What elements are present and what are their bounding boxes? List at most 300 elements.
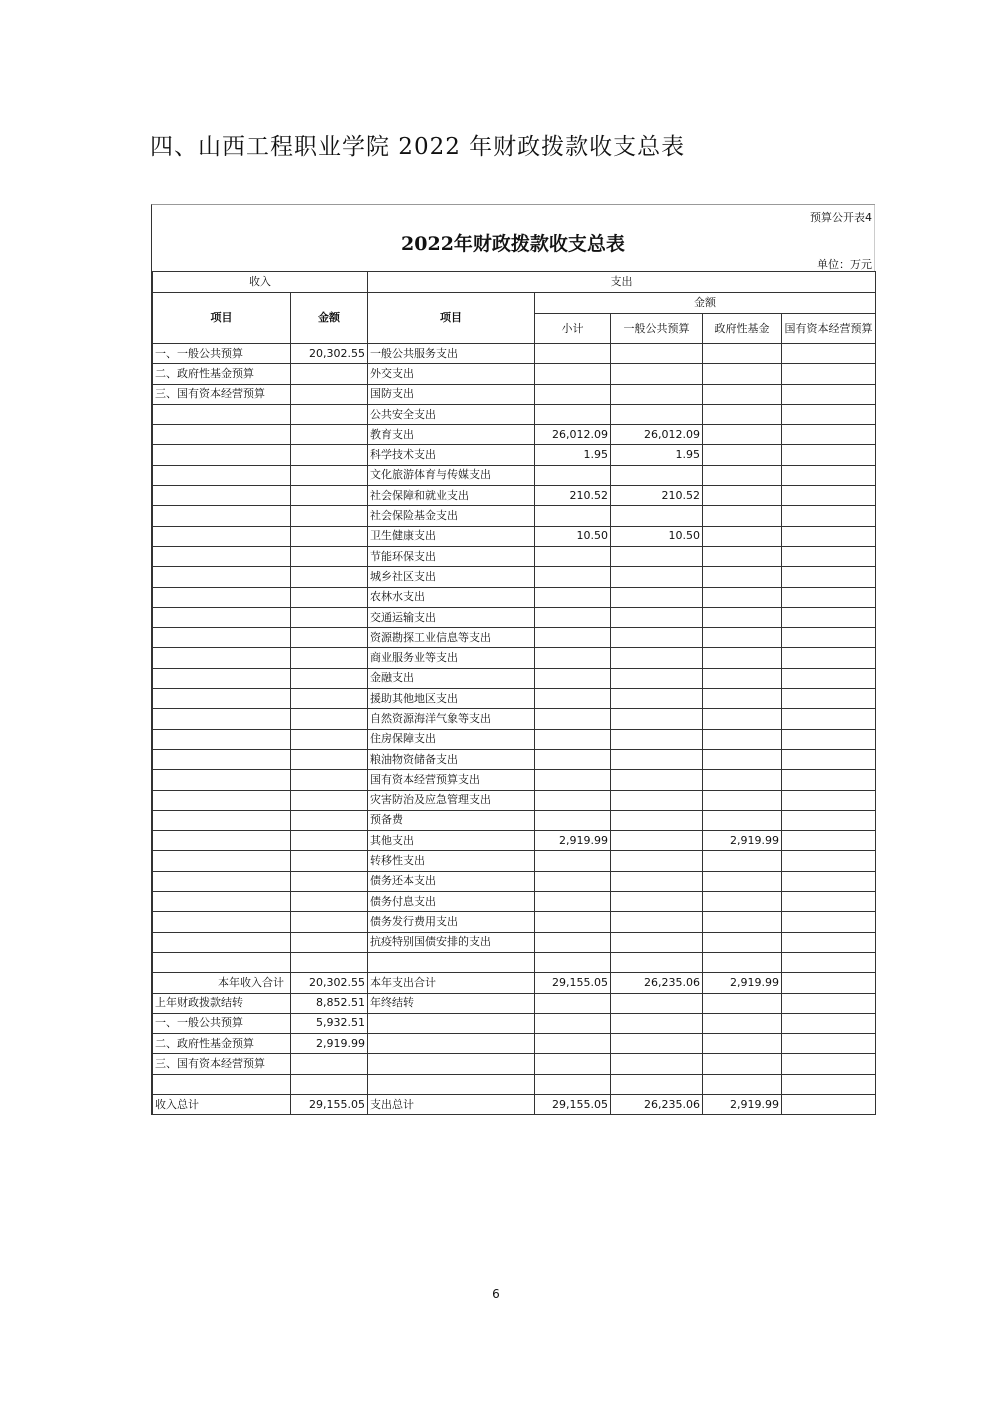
income-item-cell — [153, 506, 291, 526]
expense-item-cell: 年终结转 — [368, 993, 535, 1013]
state-capital-cell — [782, 1034, 876, 1054]
state-capital-cell — [782, 1013, 876, 1033]
expense-item-cell: 债务还本支出 — [368, 871, 535, 891]
income-amount-cell — [291, 709, 368, 729]
general-budget-cell — [611, 344, 703, 364]
general-budget-cell — [611, 729, 703, 749]
table-row — [153, 1034, 876, 1054]
expense-item-cell: 国有资本经营预算支出 — [368, 770, 535, 790]
income-item-cell — [153, 648, 291, 668]
income-item-cell — [153, 1074, 291, 1094]
gov-fund-cell — [703, 486, 782, 506]
income-item-cell — [153, 932, 291, 952]
expense-item-cell: 预备费 — [368, 810, 535, 830]
state-capital-cell — [782, 749, 876, 769]
general-budget-cell: 1.95 — [611, 445, 703, 465]
gov-fund-cell — [703, 689, 782, 709]
income-item-cell — [153, 790, 291, 810]
state-capital-cell — [782, 364, 876, 384]
general-budget-cell — [611, 567, 703, 587]
subtotal-cell — [535, 770, 611, 790]
expense-item-cell — [368, 1034, 535, 1054]
expense-item-cell: 城乡社区支出 — [368, 567, 535, 587]
income-item-cell — [153, 689, 291, 709]
gov-fund-cell — [703, 465, 782, 485]
gov-fund-cell — [703, 425, 782, 445]
gov-fund-cell — [703, 729, 782, 749]
general-budget-cell — [611, 404, 703, 424]
income-amount-cell — [291, 668, 368, 688]
gov-fund-cell — [703, 628, 782, 648]
gov-fund-cell — [703, 871, 782, 891]
income-amount-cell — [291, 952, 368, 972]
table-row — [153, 506, 876, 526]
income-amount-cell: 2,919.99 — [291, 1034, 368, 1054]
income-amount-cell: 20,302.55 — [291, 344, 368, 364]
income-item-cell — [153, 709, 291, 729]
gov-fund-cell — [703, 770, 782, 790]
table-row — [153, 1074, 876, 1094]
income-amount-cell — [291, 628, 368, 648]
state-capital-cell — [782, 445, 876, 465]
income-item-cell — [153, 546, 291, 566]
subtotal-cell — [535, 404, 611, 424]
income-item-cell — [153, 668, 291, 688]
table-row — [153, 364, 876, 384]
income-amount-cell — [291, 567, 368, 587]
expense-item-cell — [368, 1013, 535, 1033]
table-row — [153, 1054, 876, 1074]
income-amount-cell — [291, 648, 368, 668]
income-item-cell: 本年收入合计 — [153, 973, 291, 993]
expense-item-cell: 灾害防治及应急管理支出 — [368, 790, 535, 810]
table-row — [153, 546, 876, 566]
income-amount-cell — [291, 790, 368, 810]
income-item-cell: 三、国有资本经营预算 — [153, 384, 291, 404]
table-row — [153, 790, 876, 810]
gov-fund-cell — [703, 364, 782, 384]
subtotal-cell — [535, 892, 611, 912]
subtotal-cell — [535, 1074, 611, 1094]
general-budget-cell — [611, 1013, 703, 1033]
general-budget-cell — [611, 628, 703, 648]
income-amount-cell — [291, 587, 368, 607]
state-capital-cell — [782, 831, 876, 851]
table-row — [153, 709, 876, 729]
general-budget-cell — [611, 932, 703, 952]
table-title: 2022年财政拨款收支总表 — [401, 233, 625, 255]
subtotal-cell — [535, 648, 611, 668]
gov-fund-cell — [703, 668, 782, 688]
income-item-cell: 二、政府性基金预算 — [153, 364, 291, 384]
subtotal-cell — [535, 912, 611, 932]
table-row — [153, 344, 876, 364]
gov-fund-cell — [703, 1013, 782, 1033]
expense-item-cell: 交通运输支出 — [368, 607, 535, 627]
income-item-cell — [153, 831, 291, 851]
table-body — [153, 344, 876, 1115]
income-amount-cell — [291, 1054, 368, 1074]
income-item-cell — [153, 465, 291, 485]
state-capital-cell — [782, 912, 876, 932]
subtotal-cell — [535, 932, 611, 952]
table-row — [153, 465, 876, 485]
general-budget-cell — [611, 607, 703, 627]
subtotal-cell — [535, 628, 611, 648]
income-amount-cell — [291, 607, 368, 627]
subtotal-cell — [535, 587, 611, 607]
expense-item-cell: 债务付息支出 — [368, 892, 535, 912]
general-budget-cell — [611, 364, 703, 384]
subtotal-cell: 210.52 — [535, 486, 611, 506]
table-row — [153, 668, 876, 688]
gov-fund-cell — [703, 892, 782, 912]
state-capital-cell — [782, 952, 876, 972]
general-budget-cell — [611, 384, 703, 404]
table-row — [153, 689, 876, 709]
income-amount-cell — [291, 384, 368, 404]
gov-fund-cell — [703, 344, 782, 364]
income-section-header: 收入 — [153, 272, 368, 293]
table-row — [153, 871, 876, 891]
income-item-cell — [153, 425, 291, 445]
income-amount-cell — [291, 831, 368, 851]
expense-item-cell: 科学技术支出 — [368, 445, 535, 465]
gov-fund-cell: 2,919.99 — [703, 973, 782, 993]
gov-fund-cell — [703, 993, 782, 1013]
state-capital-cell — [782, 587, 876, 607]
table-code: 预算公开表4 — [810, 211, 872, 224]
income-amount-cell — [291, 689, 368, 709]
general-budget-cell — [611, 1034, 703, 1054]
expense-item-cell — [368, 952, 535, 972]
state-capital-cell — [782, 384, 876, 404]
state-capital-cell — [782, 404, 876, 424]
income-item-cell — [153, 810, 291, 830]
gov-fund-cell — [703, 1034, 782, 1054]
page-heading: 四、山西工程职业学院 2022 年财政拨款收支总表 — [150, 134, 686, 160]
gov-fund-cell — [703, 567, 782, 587]
expense-item-cell: 其他支出 — [368, 831, 535, 851]
state-capital-cell — [782, 344, 876, 364]
subtotal-cell — [535, 709, 611, 729]
income-amount-header: 金额 — [291, 293, 368, 344]
table-row — [153, 486, 876, 506]
state-capital-cell — [782, 486, 876, 506]
income-item-cell — [153, 912, 291, 932]
income-amount-cell — [291, 932, 368, 952]
state-capital-cell — [782, 729, 876, 749]
income-item-cell — [153, 871, 291, 891]
subtotal-cell — [535, 465, 611, 485]
state-capital-cell — [782, 1094, 876, 1114]
expense-item-cell: 资源勘探工业信息等支出 — [368, 628, 535, 648]
state-capital-cell — [782, 648, 876, 668]
table-row — [153, 912, 876, 932]
income-amount-cell — [291, 729, 368, 749]
income-amount-cell: 5,932.51 — [291, 1013, 368, 1033]
income-amount-cell — [291, 425, 368, 445]
general-budget-cell — [611, 871, 703, 891]
expense-item-cell: 卫生健康支出 — [368, 526, 535, 546]
table-row — [153, 425, 876, 445]
general-budget-cell — [611, 831, 703, 851]
state-capital-cell — [782, 607, 876, 627]
expense-item-cell: 抗疫特别国债安排的支出 — [368, 932, 535, 952]
income-item-cell: 收入总计 — [153, 1094, 291, 1114]
expense-item-cell — [368, 1054, 535, 1074]
general-budget-cell — [611, 770, 703, 790]
income-item-header: 项目 — [153, 293, 291, 344]
state-capital-cell — [782, 526, 876, 546]
subtotal-cell — [535, 851, 611, 871]
state-capital-cell — [782, 425, 876, 445]
general-budget-cell — [611, 851, 703, 871]
subtotal-cell — [535, 567, 611, 587]
income-item-cell — [153, 628, 291, 648]
general-budget-cell — [611, 506, 703, 526]
subtotal-cell: 26,012.09 — [535, 425, 611, 445]
state-capital-cell — [782, 993, 876, 1013]
state-capital-cell — [782, 668, 876, 688]
general-budget-cell — [611, 749, 703, 769]
gov-fund-cell — [703, 1074, 782, 1094]
income-item-cell — [153, 851, 291, 871]
expense-item-cell: 支出总计 — [368, 1094, 535, 1114]
subtotal-cell — [535, 364, 611, 384]
subtotal-cell — [535, 344, 611, 364]
expense-item-cell: 社会保障和就业支出 — [368, 486, 535, 506]
table-row — [153, 993, 876, 1013]
expense-item-cell: 教育支出 — [368, 425, 535, 445]
subtotal-cell: 1.95 — [535, 445, 611, 465]
section-header-row — [153, 272, 876, 293]
gov-fund-header: 政府性基金 — [703, 314, 782, 344]
expense-item-cell: 援助其他地区支出 — [368, 689, 535, 709]
state-capital-cell — [782, 892, 876, 912]
subtotal-cell — [535, 668, 611, 688]
expense-item-cell: 自然资源海洋气象等支出 — [368, 709, 535, 729]
gov-fund-cell — [703, 587, 782, 607]
income-item-cell — [153, 729, 291, 749]
income-amount-cell — [291, 445, 368, 465]
table-row — [153, 952, 876, 972]
gov-fund-cell — [703, 749, 782, 769]
expense-item-cell: 商业服务业等支出 — [368, 648, 535, 668]
income-amount-cell — [291, 364, 368, 384]
general-budget-cell — [611, 546, 703, 566]
expense-item-cell — [368, 1074, 535, 1094]
income-item-cell — [153, 607, 291, 627]
general-budget-cell — [611, 810, 703, 830]
expense-item-cell: 粮油物资储备支出 — [368, 749, 535, 769]
table-row — [153, 973, 876, 993]
subtotal-cell: 10.50 — [535, 526, 611, 546]
subtotal-cell — [535, 749, 611, 769]
gov-fund-cell — [703, 932, 782, 952]
gov-fund-cell: 2,919.99 — [703, 831, 782, 851]
subtotal-cell — [535, 952, 611, 972]
subtotal-cell: 2,919.99 — [535, 831, 611, 851]
gov-fund-cell — [703, 506, 782, 526]
general-budget-cell — [611, 1074, 703, 1094]
income-item-cell — [153, 770, 291, 790]
state-capital-cell — [782, 871, 876, 891]
state-capital-cell — [782, 567, 876, 587]
income-amount-cell — [291, 506, 368, 526]
expense-item-cell: 转移性支出 — [368, 851, 535, 871]
subtotal-cell — [535, 1054, 611, 1074]
subtotal-cell — [535, 993, 611, 1013]
general-budget-cell — [611, 892, 703, 912]
income-amount-cell — [291, 465, 368, 485]
general-budget-cell: 26,235.06 — [611, 1094, 703, 1114]
income-item-cell — [153, 486, 291, 506]
expense-item-cell: 节能环保支出 — [368, 546, 535, 566]
table-row — [153, 810, 876, 830]
state-capital-cell — [782, 1074, 876, 1094]
gov-fund-cell: 2,919.99 — [703, 1094, 782, 1114]
income-amount-cell — [291, 486, 368, 506]
gov-fund-cell — [703, 851, 782, 871]
subtotal-cell — [535, 689, 611, 709]
general-budget-header: 一般公共预算 — [611, 314, 703, 344]
income-item-cell — [153, 892, 291, 912]
general-budget-cell — [611, 587, 703, 607]
income-item-cell — [153, 526, 291, 546]
general-budget-cell — [611, 912, 703, 932]
income-item-cell: 一、一般公共预算 — [153, 1013, 291, 1033]
table-row — [153, 607, 876, 627]
income-item-cell: 三、国有资本经营预算 — [153, 1054, 291, 1074]
expense-item-header: 项目 — [368, 293, 535, 344]
gov-fund-cell — [703, 607, 782, 627]
table-row — [153, 526, 876, 546]
income-amount-cell — [291, 749, 368, 769]
income-amount-cell — [291, 871, 368, 891]
state-capital-cell — [782, 465, 876, 485]
gov-fund-cell — [703, 912, 782, 932]
income-amount-cell — [291, 526, 368, 546]
table-row — [153, 729, 876, 749]
general-budget-cell — [611, 648, 703, 668]
income-item-cell — [153, 404, 291, 424]
subtotal-cell — [535, 810, 611, 830]
general-budget-cell: 210.52 — [611, 486, 703, 506]
gov-fund-cell — [703, 648, 782, 668]
gov-fund-cell — [703, 384, 782, 404]
general-budget-cell: 26,012.09 — [611, 425, 703, 445]
gov-fund-cell — [703, 445, 782, 465]
income-amount-cell — [291, 851, 368, 871]
gov-fund-cell — [703, 709, 782, 729]
gov-fund-cell — [703, 1054, 782, 1074]
sheet-header — [152, 205, 875, 271]
table-row — [153, 831, 876, 851]
budget-sheet — [151, 204, 875, 1115]
subtotal-cell — [535, 1034, 611, 1054]
column-header-row — [153, 293, 876, 314]
income-amount-cell — [291, 912, 368, 932]
expense-item-cell: 国防支出 — [368, 384, 535, 404]
gov-fund-cell — [703, 526, 782, 546]
gov-fund-cell — [703, 404, 782, 424]
general-budget-cell — [611, 993, 703, 1013]
state-capital-cell — [782, 973, 876, 993]
income-item-cell — [153, 567, 291, 587]
subtotal-cell — [535, 790, 611, 810]
table-row — [153, 567, 876, 587]
general-budget-cell: 26,235.06 — [611, 973, 703, 993]
expense-amount-header: 金额 — [535, 293, 876, 314]
table-row — [153, 1094, 876, 1114]
table-row — [153, 770, 876, 790]
expense-item-cell: 文化旅游体育与传媒支出 — [368, 465, 535, 485]
income-amount-cell — [291, 770, 368, 790]
subtotal-cell: 29,155.05 — [535, 1094, 611, 1114]
subtotal-cell — [535, 607, 611, 627]
expense-item-cell: 一般公共服务支出 — [368, 344, 535, 364]
subtotal-cell — [535, 384, 611, 404]
general-budget-cell — [611, 1054, 703, 1074]
subtotal-cell — [535, 1013, 611, 1033]
general-budget-cell — [611, 465, 703, 485]
page-number: 6 — [492, 1287, 500, 1301]
state-capital-cell — [782, 1054, 876, 1074]
table-row — [153, 749, 876, 769]
income-item-cell — [153, 749, 291, 769]
budget-table — [152, 271, 876, 1115]
subtotal-cell — [535, 546, 611, 566]
state-capital-cell — [782, 932, 876, 952]
table-row — [153, 892, 876, 912]
state-capital-cell — [782, 546, 876, 566]
general-budget-cell — [611, 689, 703, 709]
expense-item-cell: 外交支出 — [368, 364, 535, 384]
expense-item-cell: 金融支出 — [368, 668, 535, 688]
table-row — [153, 648, 876, 668]
general-budget-cell — [611, 668, 703, 688]
expense-item-cell: 债务发行费用支出 — [368, 912, 535, 932]
income-amount-cell — [291, 1074, 368, 1094]
table-row — [153, 445, 876, 465]
expense-item-cell: 公共安全支出 — [368, 404, 535, 424]
subtotal-cell — [535, 871, 611, 891]
table-row — [153, 628, 876, 648]
state-capital-cell — [782, 506, 876, 526]
general-budget-cell — [611, 790, 703, 810]
subtotal-header: 小计 — [535, 314, 611, 344]
general-budget-cell — [611, 952, 703, 972]
table-row — [153, 932, 876, 952]
subtotal-cell — [535, 729, 611, 749]
general-budget-cell — [611, 709, 703, 729]
income-item-cell — [153, 587, 291, 607]
table-row — [153, 851, 876, 871]
table-row — [153, 384, 876, 404]
income-amount-cell — [291, 810, 368, 830]
table-row — [153, 587, 876, 607]
income-amount-cell — [291, 546, 368, 566]
income-item-cell — [153, 445, 291, 465]
state-capital-cell — [782, 851, 876, 871]
gov-fund-cell — [703, 790, 782, 810]
income-item-cell: 一、一般公共预算 — [153, 344, 291, 364]
subtotal-cell: 29,155.05 — [535, 973, 611, 993]
subtotal-cell — [535, 506, 611, 526]
table-row — [153, 404, 876, 424]
unit-label: 单位：万元 — [817, 258, 872, 271]
